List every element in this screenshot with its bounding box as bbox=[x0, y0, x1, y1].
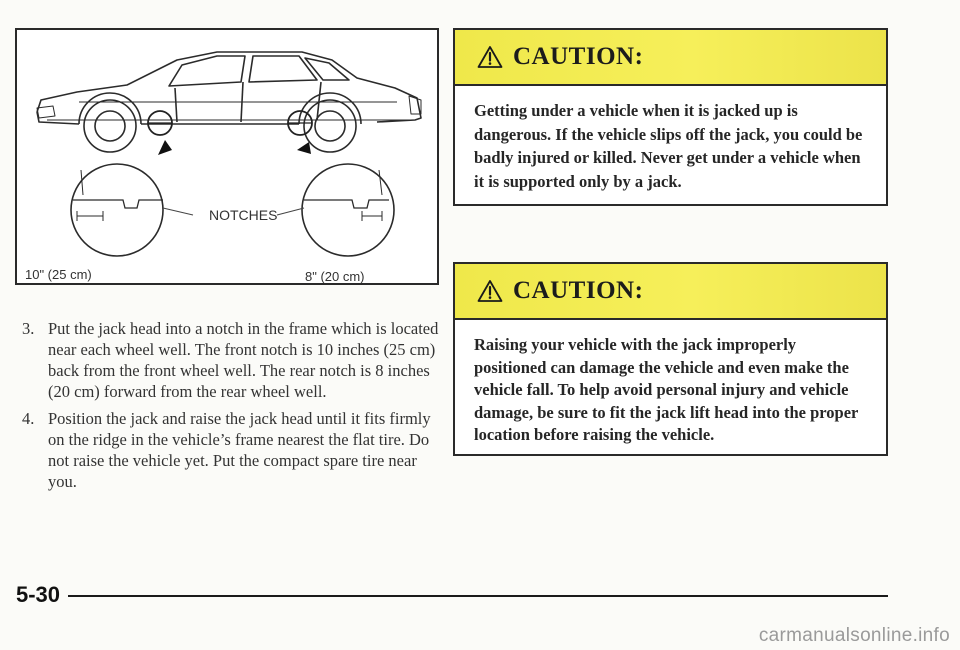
jack-notch-diagram bbox=[15, 28, 439, 285]
caution-text: Raising your vehicle with the jack improperly positioned can damage the vehicle and even make the vehicle fall. To help avoid personal injury and vehicle damage, be sure to fit the jack lift head into the proper location before raising the vehicle. bbox=[474, 335, 859, 444]
notches-label: NOTCHES bbox=[209, 207, 278, 223]
step-item bbox=[22, 318, 442, 402]
caution-box-jack-position bbox=[453, 262, 888, 456]
caution-box-jacked-vehicle bbox=[453, 28, 888, 206]
step-text: Position the jack and raise the jack head until it fits firmly on the ridge in the vehicle’s frame nearest the flat tire. Do not raise the vehicle yet. Put the compact spare tire near you. bbox=[48, 409, 431, 491]
footer-divider bbox=[68, 595, 888, 597]
step-number: 3. bbox=[22, 319, 35, 338]
watermark-text: carmanualsonline.info bbox=[758, 625, 950, 646]
caution-title: CAUTION: bbox=[513, 277, 644, 304]
step-item bbox=[22, 408, 442, 492]
caution-title: CAUTION: bbox=[513, 43, 644, 70]
caution-text: Getting under a vehicle when it is jacked up is dangerous. If the vehicle slips off the jack, you could be badly injured or killed. Never get under a vehicle when it is supported only by a jack. bbox=[474, 101, 863, 191]
warning-triangle-icon bbox=[477, 45, 503, 69]
caution-header bbox=[455, 30, 886, 86]
step-number: 4. bbox=[22, 409, 35, 428]
car-side-view-illustration bbox=[17, 30, 437, 283]
warning-triangle-icon bbox=[477, 279, 503, 303]
instruction-steps bbox=[22, 318, 442, 498]
step-text: Put the jack head into a notch in the frame which is located near each wheel well. The front notch is 10 inches (25 cm) back from the front wheel well. The rear notch is 8 inches (20 cm) forward from the rear wheel well. bbox=[48, 319, 439, 401]
front-notch-distance-label: 10" (25 cm) bbox=[25, 267, 92, 282]
rear-notch-distance-label: 8" (20 cm) bbox=[305, 269, 365, 284]
caution-header bbox=[455, 264, 886, 320]
page-number: 5-30 bbox=[16, 582, 61, 607]
